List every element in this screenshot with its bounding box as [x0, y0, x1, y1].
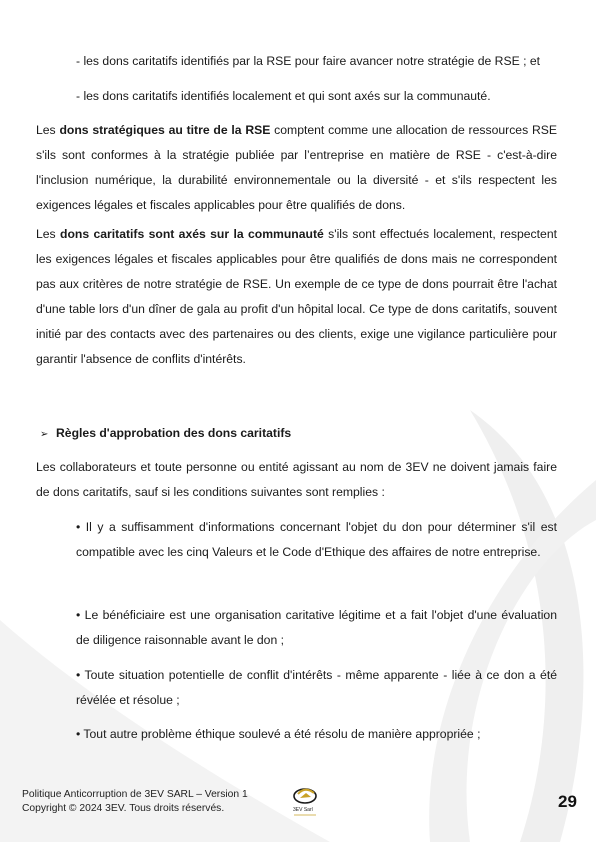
para2-prefix: Les	[36, 227, 60, 241]
footer-line-2: Copyright © 2024 3EV. Tous droits réservés.	[22, 803, 225, 814]
para1-bold: dons stratégiques au titre de la RSE	[59, 123, 271, 137]
paragraph-community-donations	[36, 222, 557, 372]
para2-bold: dons caritatifs sont axés sur la communauté	[60, 227, 324, 241]
section-intro: Les collaborateurs et toute personne ou entité agissant au nom de 3EV ne doivent jamais faire de dons caritatifs, sauf si les conditions suivantes sont remplies :	[36, 460, 557, 499]
condition-item-3: • Toute situation potentielle de conflit d'intérêts - même apparente - liée à ce don a été révélée et résolue ;	[76, 668, 557, 707]
para2-rest: s'ils sont effectués localement, respectent les exigences légales et fiscales applicables pour être qualifiés de dons mais ne correspondent pas aux critères de notre stratégie de RSE. Un exemple de ce type de dons pourrait être l'achat d'une table lors d'un dîner de gala au profit d'un hôpital local. Ce type de dons caritatifs, souvent initié par des contacts avec des partenaires ou des clients, exige une vigilance particulière pour garantir l'absence de conflits d'intérêts.	[36, 227, 557, 366]
section-heading	[40, 423, 291, 445]
intro-item-2: - les dons caritatifs identifiés localement et qui sont axés sur la communauté.	[76, 89, 491, 103]
company-logo	[288, 784, 324, 820]
condition-item-4: • Tout autre problème éthique soulevé a été résolu de manière appropriée ;	[76, 727, 481, 741]
condition-item-2: • Le bénéficiaire est une organisation caritative légitime et a fait l'objet d'une évaluation de diligence raisonnable avant le don ;	[76, 608, 557, 647]
page-number: 29	[558, 792, 577, 811]
section-title: Règles d'approbation des dons caritatifs	[56, 426, 292, 440]
arrow-bullet-icon: ➢	[40, 429, 49, 440]
footer-text	[22, 788, 248, 816]
para1-rest: comptent comme une allocation de ressources RSE s'ils sont conformes à la stratégie publiée par l’entreprise en matière de RSE - c'est-à-dire l'inclusion numérique, la durabilité environnementale ou la diversité - et s'ils respectent les exigences légales et fiscales applicables pour être qualifiés de dons.	[36, 123, 557, 212]
para1-prefix: Les	[36, 123, 60, 137]
intro-item-1: - les dons caritatifs identifiés par la RSE pour faire avancer notre stratégie de RSE ; et	[76, 54, 541, 68]
logo-text: 3EV Sarl	[293, 807, 313, 813]
footer-line-1: Politique Anticorruption de 3EV SARL – Version 1	[22, 789, 248, 800]
condition-item-1: • Il y a suffisamment d'informations concernant l'objet du don pour déterminer s'il est compatible avec les cinq Valeurs et le Code d'Ethique des affaires de notre entreprise.	[76, 520, 557, 559]
paragraph-csr-donations	[36, 118, 557, 218]
